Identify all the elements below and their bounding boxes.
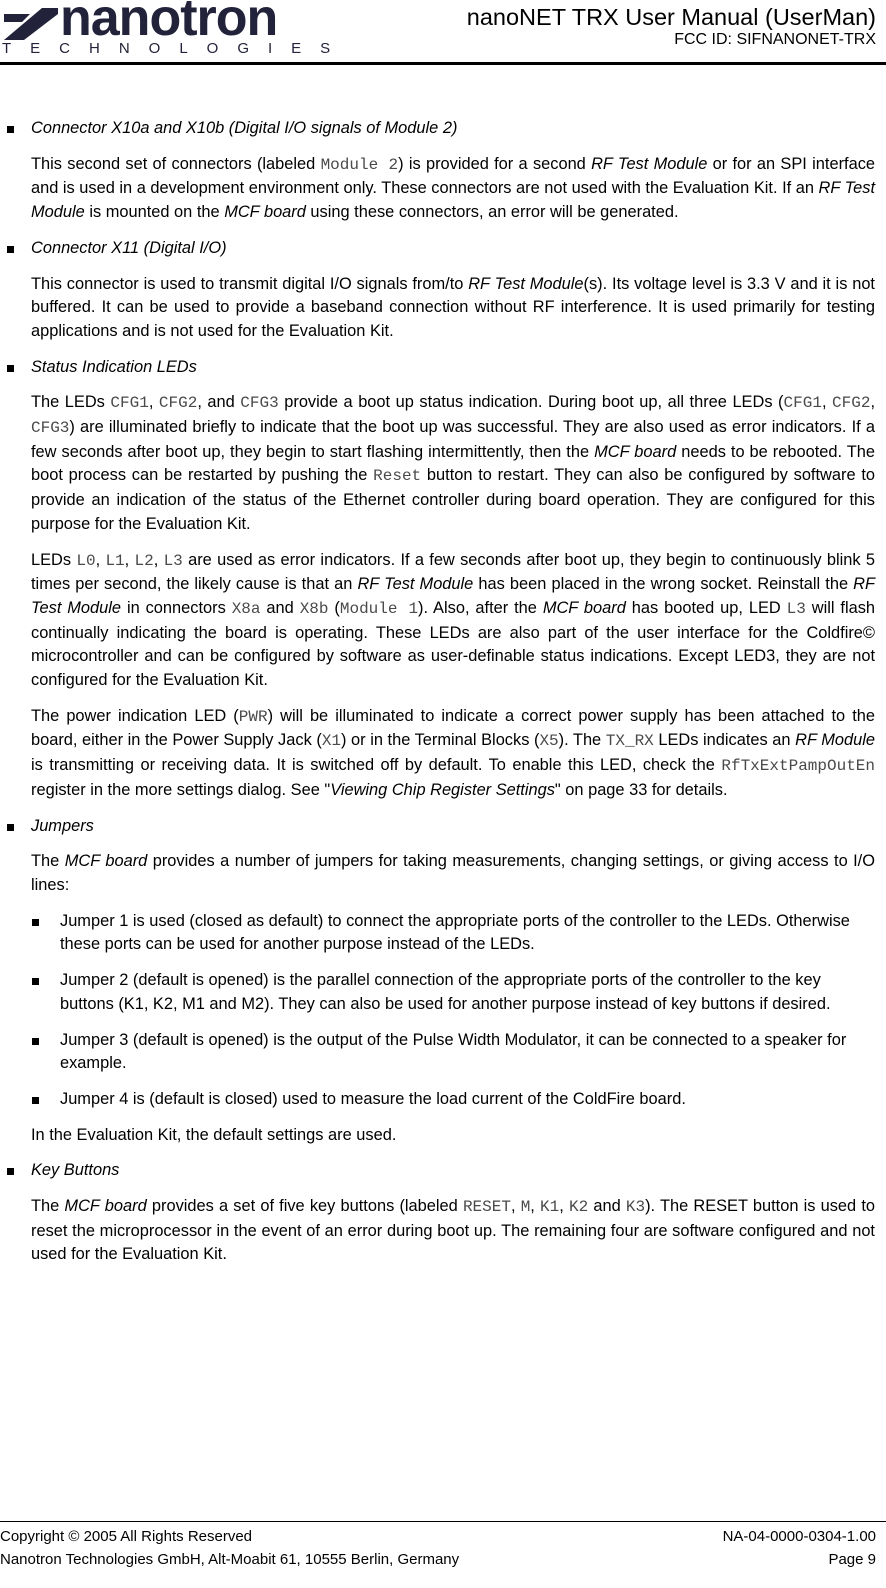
section-heading-key-buttons [0,1159,886,1183]
company-address: Nanotron Technologies GmbH, Alt-Moabit 61, 10555 Berlin, Germany [0,1551,460,1568]
page-body [0,117,886,1279]
bullet-square-icon [32,919,39,926]
fcc-id: FCC ID: SIFNANONET-TRX [674,31,876,48]
logo-swoosh-icon [2,2,62,42]
paragraph: LEDs L0, L1, L2, L3 are used as error indicators. If a few seconds after boot up, they begin to continuously blink 5 times per second, the likely cause is that an RF Test Module has been placed in the wrong socket. Reinstall the RF Test Module in connectors X8a and X8b (Module 1). Also, after the MCF board has booted up, LED L3 will flash continually indicating the board is operating. These LEDs are also part of the user interface for the Coldfire© microcontroller and can be configured by software as user-definable status indications. Except LED3, they are not configured for the Evaluation Kit. [31,550,876,690]
bullet-square-icon [7,1168,14,1175]
copyright: Copyright © 2005 All Rights Reserved [0,1528,253,1545]
jumper-list-item: Jumper 3 (default is opened) is the output of the Pulse Width Modulator, it can be connected to a speaker for example. [0,1029,886,1076]
section-heading-leds [0,356,886,380]
jumper-list-item: Jumper 4 is (default is closed) used to measure the load current of the ColdFire board. [0,1088,886,1112]
paragraph: This connector is used to transmit digital I/O signals from/to RF Test Module(s). Its voltage level is 3.3 V and it is not buffered. It can be used to provide a baseband connection without RF interference. It is used primarily for testing applications and is not used for the Evaluation Kit. [31,274,875,340]
nanotron-logo [2,0,350,60]
bullet-square-icon [32,978,39,985]
jumper-list-item: Jumper 1 is used (closed as default) to connect the appropriate ports of the controller to the LEDs. Otherwise these ports can be used for another purpose instead of the LEDs. [0,910,886,957]
page-header [0,0,886,64]
section-heading-x10 [0,117,886,141]
heading-text: Jumpers [31,816,94,835]
paragraph: The MCF board provides a number of jumpers for taking measurements, changing settings, or giving access to I/O lines: [31,852,875,894]
paragraph: In the Evaluation Kit, the default settings are used. [31,1125,397,1144]
jumper-list-item: Jumper 2 (default is opened) is the parallel connection of the appropriate ports of the controller to the key buttons (K1, K2, M1 and M2). They can also be used for another purpose instead of key buttons if desired. [0,969,886,1016]
section-heading-jumpers [0,815,886,839]
paragraph: The MCF board provides a set of five key buttons (labeled RESET, M, K1, K2 and K3). The RESET button is used to reset the microprocessor in the event of an error during boot up. The remaining four are software configured and not used for the Evaluation Kit. [31,1197,876,1264]
logo-tagline: TECHNOLOGIES [2,40,350,57]
bullet-square-icon [7,126,14,133]
label-module-2: Module 2 [320,155,399,174]
page-footer [0,1521,886,1588]
paragraph: This second set of connectors (labeled Module 2) is provided for a second RF Test Module or for an SPI interface and is used in a development environment only. These connectors are not used with the Evaluation Kit. If an RF Test Module is mounted on the MCF board using these connectors, an error will be generated. [31,154,876,222]
footer-rule [0,1521,886,1522]
bullet-square-icon [7,365,14,372]
section-heading-x11 [0,237,886,261]
page-number: Page 9 [828,1551,876,1568]
bullet-square-icon [7,824,14,831]
heading-text: Key Buttons [31,1161,120,1180]
paragraph: The power indication LED (PWR) will be illuminated to indicate a correct power supply has been attached to the board, either in the Power Supply Jack (X1) or in the Terminal Blocks (X5). The TX_RX LEDs indicates an RF Module is transmitting or receiving data. It is switched off by default. To enable this LED, check the RfTxExtPampOutEn register in the more settings dialog. See "Viewing Chip Register Settings" on page 33 for details. [31,706,875,799]
paragraph: The LEDs CFG1, CFG2, and CFG3 provide a boot up status indication. During boot up, all three LEDs (CFG1, CFG2, CFG3) are illuminated briefly to indicate that the boot up was successful. They are also used as error indicators. If a few seconds after boot up, they begin to start flashing intermittently, then the MCF board needs to be rebooted. The boot process can be restarted by pushing the Reset button to restart. They can also be configured by software to provide an indication of the status of the Ethernet controller during board operation. They are configured for this purpose for the Evaluation Kit. [31,393,875,533]
bullet-square-icon [32,1038,39,1045]
heading-text: Status Indication LEDs [31,357,197,376]
cross-reference-link[interactable]: Viewing Chip Register Settings [330,780,555,799]
manual-title: nanoNET TRX User Manual (UserMan) [466,4,876,30]
heading-text: Connector X10a and X10b (Digital I/O signals of Module 2) [31,119,458,137]
bullet-square-icon [7,246,14,253]
document-number: NA-04-0000-0304-1.00 [722,1528,876,1545]
logo-wordmark: nanotron [60,0,278,47]
bullet-square-icon [32,1097,39,1104]
header-rule [0,62,886,65]
heading-text: Connector X11 (Digital I/O) [31,238,227,257]
